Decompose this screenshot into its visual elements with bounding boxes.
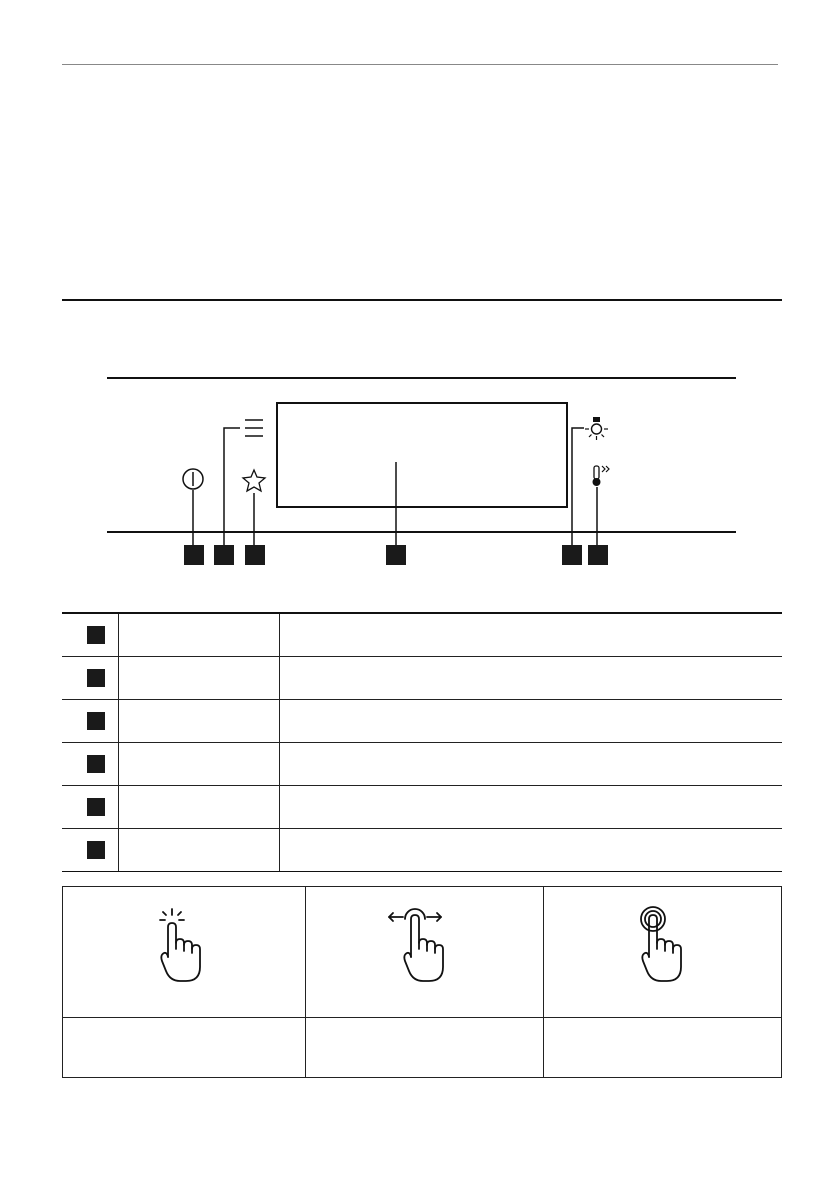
legend-description-cell bbox=[280, 743, 782, 785]
legend-description-cell bbox=[280, 657, 782, 699]
gesture-column-press-hold bbox=[544, 887, 781, 1077]
callout-marker bbox=[87, 626, 105, 644]
legend-name-cell bbox=[119, 700, 280, 742]
legend-row bbox=[62, 829, 782, 871]
legend-name-cell bbox=[119, 786, 280, 828]
legend-number-cell bbox=[62, 657, 119, 699]
legend-name-cell bbox=[119, 657, 280, 699]
callout-5 bbox=[562, 545, 582, 565]
gesture-table bbox=[62, 886, 782, 1078]
legend-description-cell bbox=[280, 700, 782, 742]
callout-2 bbox=[214, 545, 234, 565]
legend-number-cell bbox=[62, 700, 119, 742]
gesture-column-tap bbox=[63, 887, 306, 1077]
gesture-icon-cell bbox=[544, 887, 781, 1018]
legend-name-cell bbox=[119, 743, 280, 785]
legend-name-cell bbox=[119, 614, 280, 656]
legend-description-cell bbox=[280, 829, 782, 871]
legend-row bbox=[62, 700, 782, 743]
legend-row bbox=[62, 657, 782, 700]
menu-leader bbox=[224, 428, 240, 545]
gesture-icon-cell bbox=[306, 887, 543, 1018]
legend-row bbox=[62, 743, 782, 786]
light-leader bbox=[572, 428, 584, 545]
power-icon[interactable] bbox=[183, 469, 203, 489]
callout-marker bbox=[87, 798, 105, 816]
callout-marker bbox=[87, 841, 105, 859]
swipe-icon bbox=[385, 905, 465, 985]
legend-description-cell bbox=[280, 786, 782, 828]
callout-3 bbox=[245, 545, 265, 565]
gesture-label-tap bbox=[63, 1018, 305, 1077]
callout-4 bbox=[386, 545, 406, 565]
legend-number-cell bbox=[62, 743, 119, 785]
callout-1 bbox=[184, 545, 204, 565]
legend-row bbox=[62, 786, 782, 829]
legend-number-cell bbox=[62, 786, 119, 828]
gesture-column-swipe bbox=[306, 887, 544, 1077]
fast-heat-up-icon[interactable] bbox=[593, 466, 610, 486]
legend-row bbox=[62, 614, 782, 657]
press-hold-icon bbox=[623, 905, 703, 985]
display-frame bbox=[277, 403, 567, 507]
legend-table bbox=[62, 612, 782, 872]
legend-number-cell bbox=[62, 614, 119, 656]
legend-name-cell bbox=[119, 829, 280, 871]
menu-icon[interactable] bbox=[245, 420, 263, 436]
callout-6 bbox=[588, 545, 608, 565]
callout-marker bbox=[87, 755, 105, 773]
gesture-label-press-hold bbox=[544, 1018, 781, 1077]
callout-marker bbox=[87, 669, 105, 687]
gesture-icon-cell bbox=[63, 887, 305, 1018]
favourites-star-icon[interactable] bbox=[243, 470, 265, 491]
gesture-label-swipe bbox=[306, 1018, 543, 1077]
legend-description-cell bbox=[280, 614, 782, 656]
tap-icon bbox=[144, 905, 224, 985]
legend-number-cell bbox=[62, 829, 119, 871]
callout-marker bbox=[87, 712, 105, 730]
light-icon[interactable] bbox=[585, 417, 608, 440]
